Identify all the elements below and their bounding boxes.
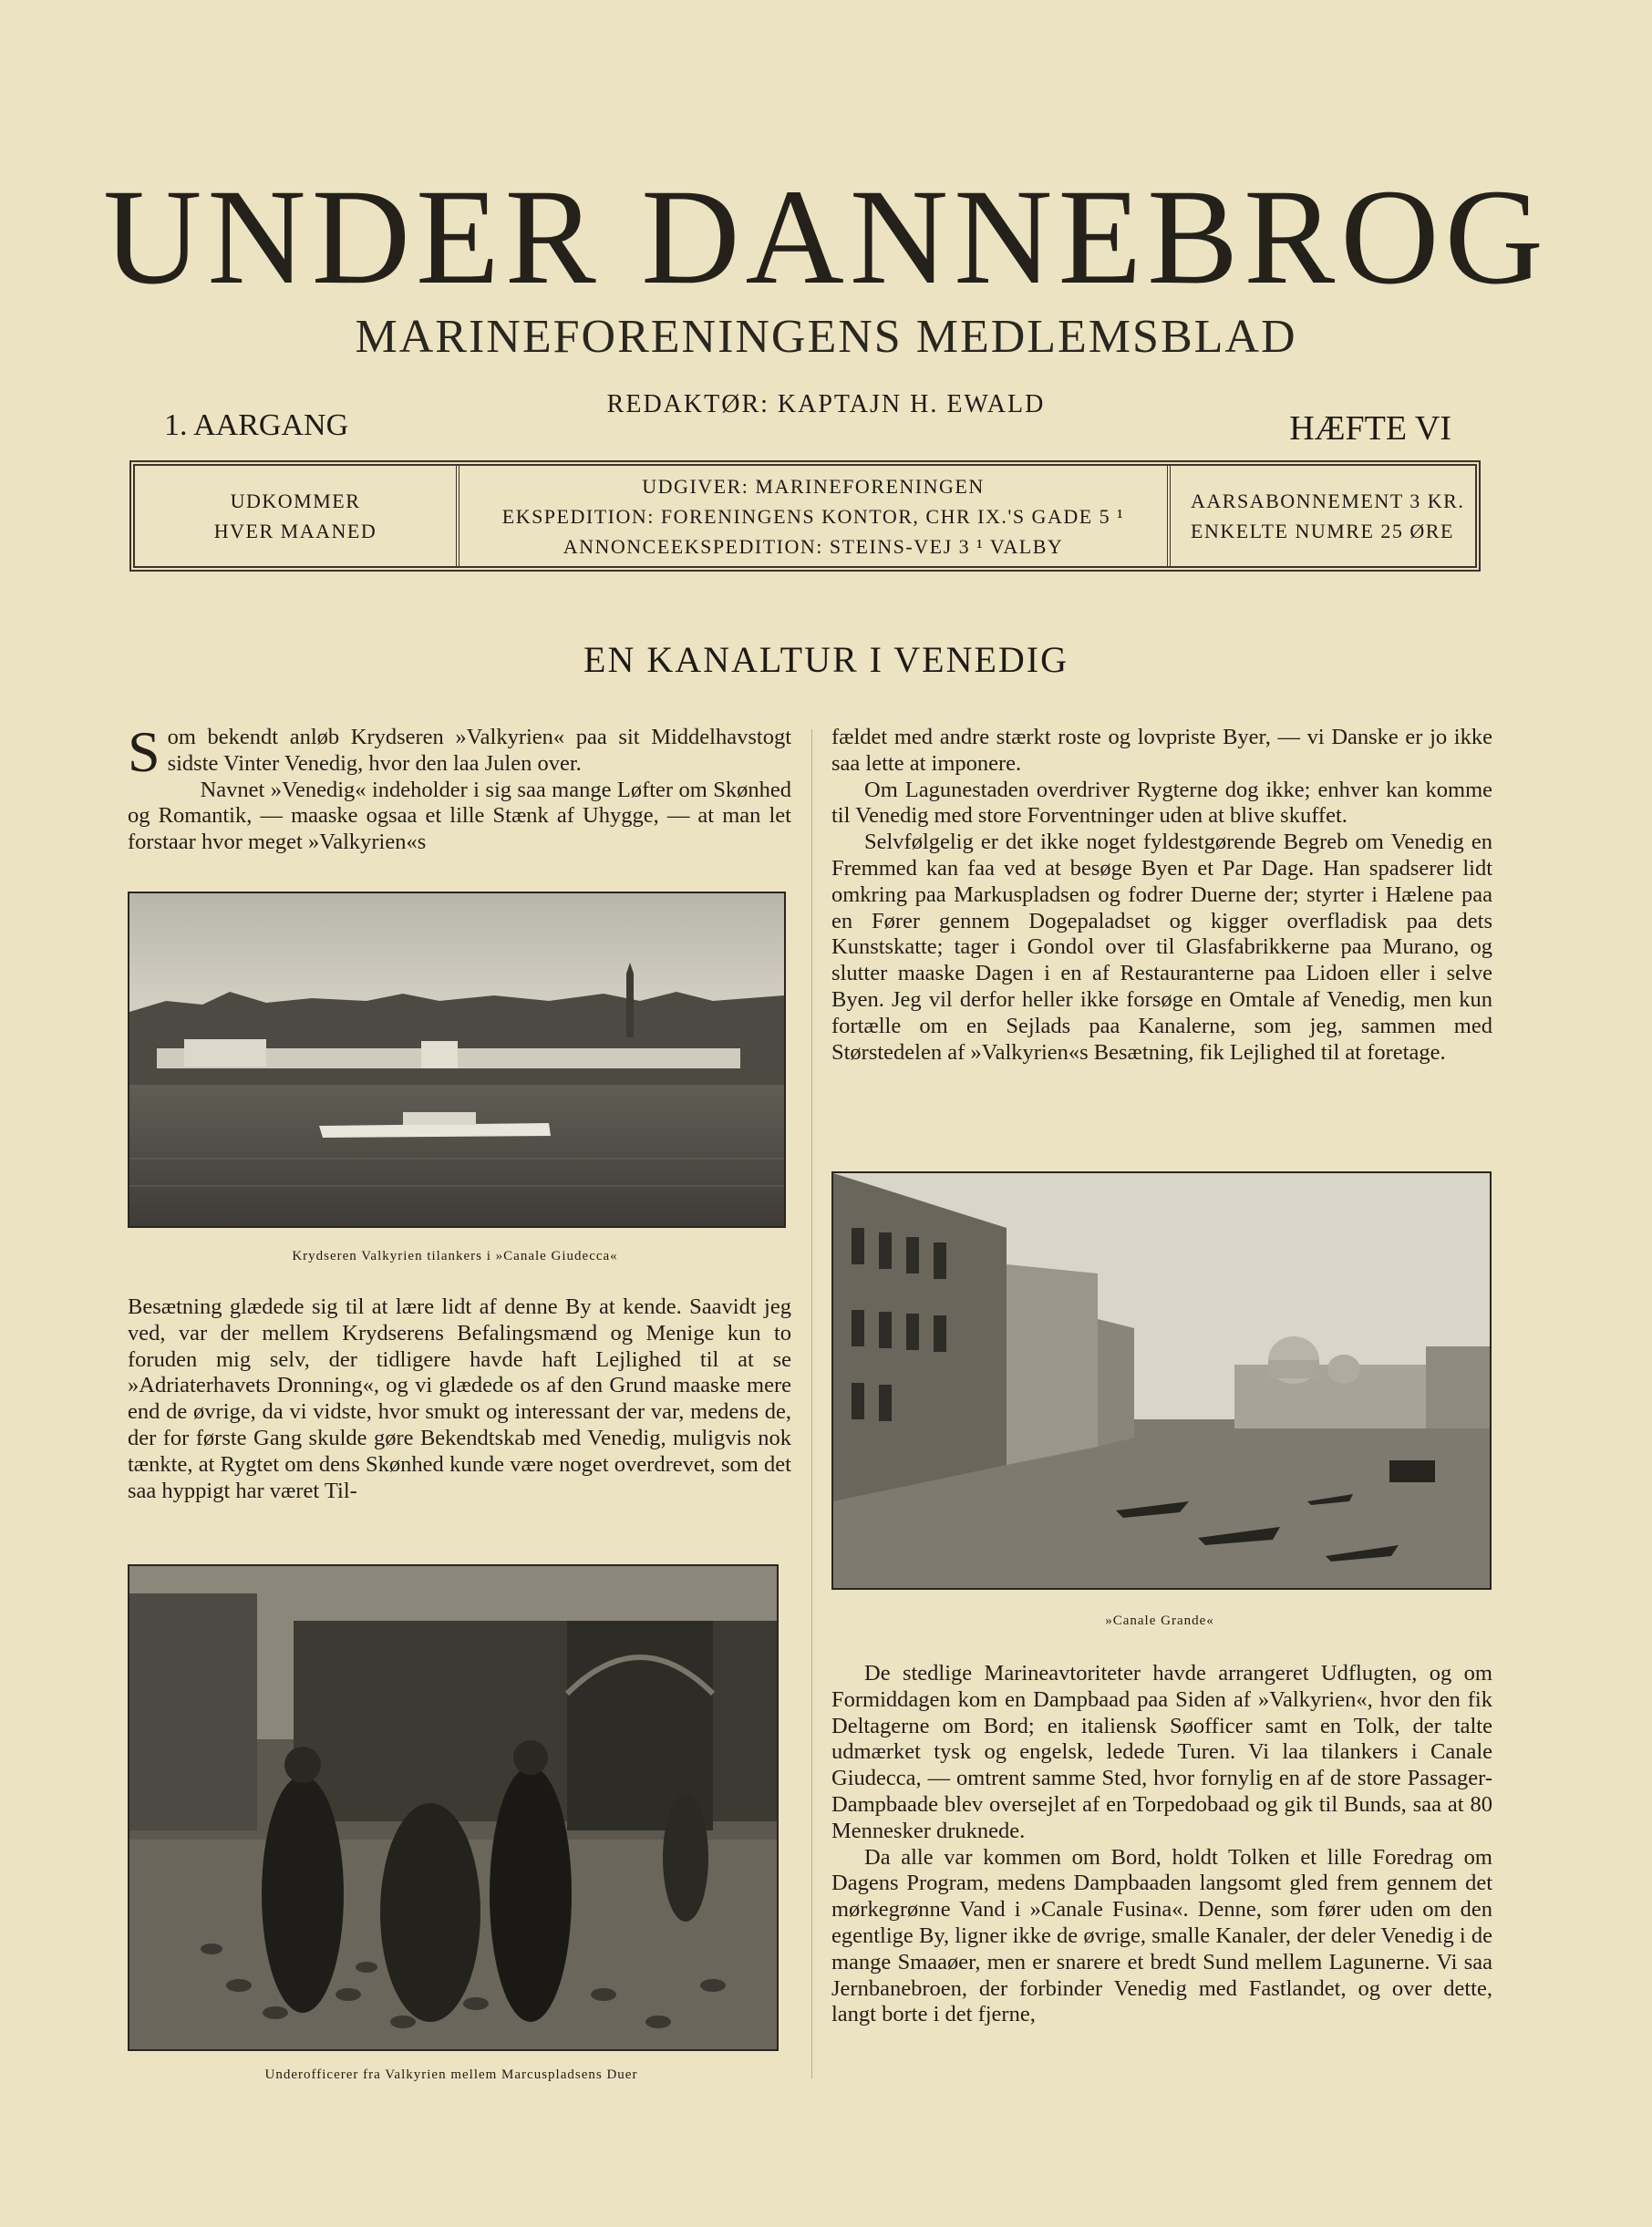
- article-paragraph: [128, 719, 791, 784]
- article-paragraph: Selvfølgelig er det ikke noget fyldestgørende Begreb om Venedig en Fremmed kan faa ved at besøge Byen et Par Dage. Han spadserer lidt omkring paa Markuspladsen og fodrer Duerne der; styrter i Hælene paa en Fører gennem Dogepaladset og kigger overfladisk paa dets Kunstskatte; tager i Gondol over til Glasfabrikkerne paa Murano, og slutter maaske Dagen i en af Restauranterne paa Lidoen eller i selve Byen. Jeg vil derfor heller ikke forsøge en Omtale af Venedig, men kun fortælle om en Sejlads paa Kanalerne, som jeg, sammen med Størstedelen af »Valkyrien«s Besætning, fik Lejlighed til at foretage.: [831, 830, 1492, 1065]
- editor-line: REDAKTØR: KAPTAJN H. EWALD: [606, 390, 1046, 418]
- info-prices: [1171, 466, 1475, 566]
- photo-valkyrien-giudecca: [128, 892, 786, 1228]
- article-paragraph: De stedlige Marineavtoriteter havde arrangeret Udflugten, og om Formiddagen kom en Dampbaad paa Siden af »Valkyrien«, hvor den fik Deltagerne om Bord; en italiensk Søofficer samt en Tolk, der talte udmærket tysk og engelsk, ledede Turen. Vi laa tilankers i Canale Giudecca, — omtrent samme Sted, hvor fornylig en af de store Passager-Dampbaade blev oversejlet af en Torpedobaad og gik til Bunds, saa at 80 Mennesker druknede.: [831, 1661, 1492, 1843]
- article-paragraph: Da alle var kommen om Bord, holdt Tolken et lille Foredrag om Dagens Program, medens Dampbaaden langsomt gled frem gennem det mørkegrønne Vand i »Canale Fusina«. Denne, som fører uden om den egentlige By, ligner ikke de øvrige, smalle Kanaler, der deler Venedig i de mange Smaaøer, men er snarere et bredt Sund mellem Lagunerne. Vi saa Jernbanebroen, der forbinder Venedig med Fastlandet, og over dette, langt borte i det fjerne,: [831, 1844, 1492, 2027]
- article-title: EN KANALTUR I VENEDIG: [583, 639, 1069, 680]
- article-paragraph: Navnet »Venedig« indeholder i sig saa mange Løfter om Skønhed og Romantik, — maaske ogsaa et lille Stænk af Uhygge, — at man let forstaar hvor meget »Valkyrien«s: [128, 777, 791, 855]
- photo-canale-grande: [831, 1171, 1492, 1590]
- photo-marcuspladsen-pigeons: [128, 1564, 779, 2051]
- caption-photo3: Underofficerer fra Valkyrien mellem Marcuspladsens Duer: [264, 2067, 638, 2082]
- masthead-title: UNDER DANNEBROG: [103, 161, 1549, 313]
- article-column-right-bottom: [831, 1661, 1492, 2028]
- info-frequency: [135, 466, 459, 566]
- article-column-left-top: [128, 719, 791, 856]
- article-paragraph: fældet med andre stærkt roste og lovpriste Byer, — vi Danske er jo ikke saa lette at imponere.: [831, 725, 1492, 776]
- column-divider: [811, 729, 812, 2078]
- article-column-right-top: [831, 725, 1492, 1066]
- info-price-line1: AARSABONNEMENT 3 KR.: [1191, 490, 1465, 512]
- article-paragraph: Om Lagunestaden overdriver Rygterne dog ikke; enhver kan komme til Venedig med store Forventninger uden at blive skuffet.: [831, 777, 1492, 829]
- info-publisher-line2: EKSPEDITION: FORENINGENS KONTOR, CHR IX.'S GADE 5 ¹: [501, 504, 1125, 528]
- volume-label: 1. AARGANG: [164, 408, 349, 442]
- issue-label: HÆFTE VI: [1289, 409, 1451, 448]
- masthead-subtitle: MARINEFORENINGENS MEDLEMSBLAD: [355, 311, 1297, 363]
- info-publisher-line3: ANNONCEEKSPEDITION: STEINS-VEJ 3 ¹ VALBY: [563, 534, 1064, 558]
- info-price-line2: ENKELTE NUMRE 25 ØRE: [1191, 520, 1454, 542]
- article-paragraph: Besætning glædede sig til at lære lidt af denne By at kende. Saavidt jeg ved, var der mellem Krydserens Befalingsmænd og Menige kun to foruden mig selv, der tidligere havde haft Lejlighed til at se »Adriaterhavets Dronning«, og vi glædede os af den Grund maaske mere end de øvrige, da vi vidste, hvor smukt og interessant der var, medens de, der for første Gang skulde gøre Bekendtskab med Venedig, muligvis nok tænkte, at Rygtet om dens Skønhed kunde være noget overdrevet, som det saa hyppigt har været Til-: [128, 1294, 791, 1503]
- info-frequency-line1: UDKOMMER: [230, 490, 361, 512]
- info-publisher-line1: UDGIVER: MARINEFORENINGEN: [642, 474, 985, 498]
- article-column-left-middle: [128, 1294, 791, 1504]
- caption-photo2: »Canale Grande«: [1105, 1614, 1214, 1628]
- info-publisher: [459, 466, 1171, 566]
- paragraph-text: om bekendt anløb Krydseren »Valkyrien« paa sit Middelhavstogt sidste Vinter Venedig, hvor den laa Julen over.: [167, 725, 791, 776]
- caption-photo1: Krydseren Valkyrien tilankers i »Canale Giudecca«: [292, 1249, 618, 1263]
- drop-cap: S: [128, 719, 160, 784]
- info-frequency-line2: HVER MAANED: [213, 520, 377, 542]
- publication-info-box: [129, 460, 1481, 572]
